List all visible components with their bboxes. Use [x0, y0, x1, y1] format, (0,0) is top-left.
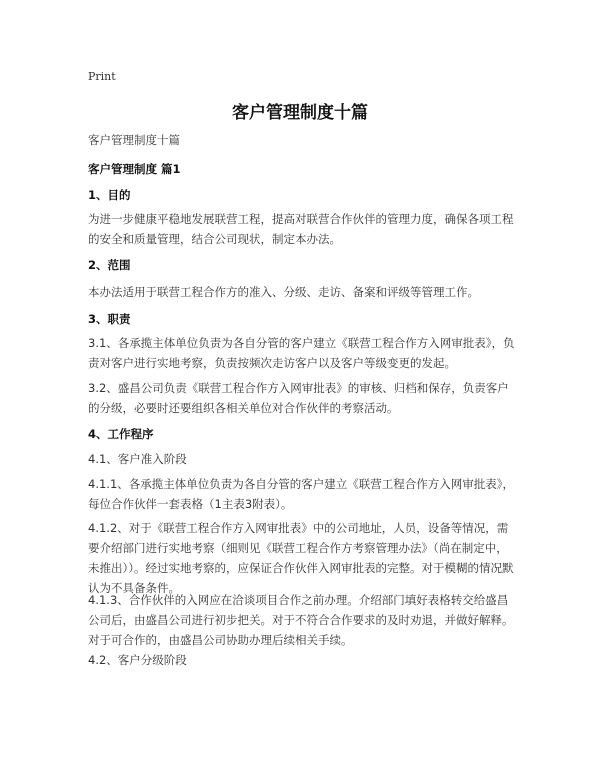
paragraph-4-1-3: 4.1.3、合作伙伴的入网应在洽谈项目合作之前办理。介绍部门填好表格转交给盛昌公司后，由盛昌公司进行初步把关。对于不符合合作要求的及时劝退，并做好解释。对于可合作的，由盛昌公司协助办理后续相关手续。 [88, 593, 514, 647]
heading-scope: 2、范围 [88, 258, 131, 272]
heading-purpose: 1、目的 [88, 188, 131, 202]
document-title: 客户管理制度十篇 [232, 103, 368, 123]
section-title: 客户管理制度 篇1 [88, 162, 181, 176]
paragraph-3-2: 3.2、盛昌公司负责《联营工程合作方入网审批表》的审核、归档和保存，负责客户的分级，必要时还要组织各相关单位对合作伙伴的考察活动。 [88, 381, 509, 415]
paragraph-4-1-2: 4.1.2、对于《联营工程合作方入网审批表》中的公司地址，人员，设备等情况，需要介绍部门进行实地考察（细则见《联营工程合作方考察管理办法》（尚在制定中，未推出））。经过实地考察的，应保证合作伙伴入网审批表的完整。对于模糊的情况默认为不具备条件。 [88, 521, 514, 595]
heading-procedure: 4、工作程序 [88, 427, 154, 441]
paragraph-4-1: 4.1、客户准入阶段 [88, 452, 187, 466]
paragraph-4-2: 4.2、客户分级阶段 [88, 653, 187, 667]
paragraph-3-1: 3.1、各承揽主体单位负责为各自分管的客户建立《联营工程合作方入网审批表》，负责对客户进行实地考察，负责按频次走访客户以及客户等级变更的发起。 [88, 336, 515, 370]
print-label: Print [88, 70, 116, 83]
document-subtitle: 客户管理制度十篇 [88, 133, 180, 147]
paragraph-scope: 本办法适用于联营工程合作方的准入、分级、走访、备案和评级等管理工作。 [88, 285, 479, 299]
paragraph-4-1-1: 4.1.1、各承揽主体单位负责为各自分管的客户建立《联营工程合作方入网审批表》，每位合作伙伴一套表格（1主表3附表）。 [88, 477, 515, 511]
heading-responsibilities: 3、职责 [88, 312, 131, 326]
paragraph-purpose: 为进一步健康平稳地发展联营工程，提高对联营合作伙伴的管理力度，确保各项工程的安全和质量管理，结合公司现状，制定本办法。 [88, 212, 514, 246]
